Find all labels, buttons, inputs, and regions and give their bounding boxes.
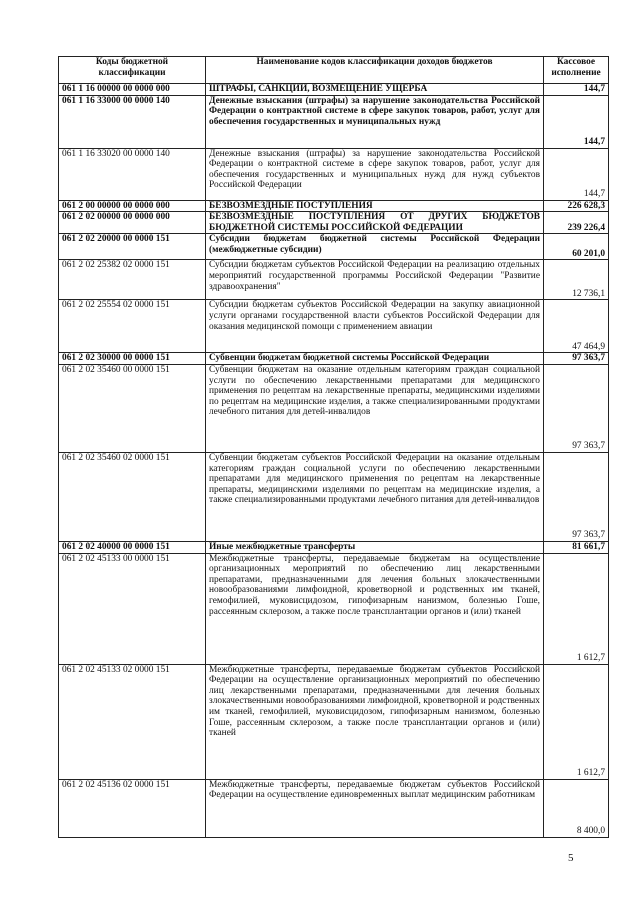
table-row (59, 300, 609, 353)
row-code: 061 2 02 00000 00 0000 000 (59, 212, 206, 234)
row-name: Субвенции бюджетам субъектов Российской Федерации на оказание отдельным категориям граждан социальной услуги по обеспечению лекарственными препаратами для медицинского применения по рецептам на лекарственные препараты, медицинскими изделиями по рецептам на медицинские изделия, а также специализированными продуктами лечебного питания для детей-инвалидов (206, 452, 544, 541)
table-row (59, 353, 609, 365)
table-row (59, 553, 609, 664)
row-value: 97 363,7 (544, 364, 609, 452)
header-codes: Коды бюджетной классификации (59, 57, 206, 84)
table-row (59, 234, 609, 260)
row-value: 226 628,3 (544, 200, 609, 212)
row-name: Иные межбюджетные трансферты (206, 541, 544, 553)
table-row (59, 212, 609, 234)
row-code: 061 1 16 33020 00 0000 140 (59, 148, 206, 200)
row-value: 239 226,4 (544, 212, 609, 234)
row-name: Денежные взыскания (штрафы) за нарушение законодательства Российской Федерации о контрактной системе в сфере закупок товаров, работ, услуг для обеспечения государственных и муниципальных нужд для нужд субъектов Российской Федерации (206, 148, 544, 200)
row-code: 061 1 16 00000 00 0000 000 (59, 84, 206, 96)
row-value: 144,7 (544, 84, 609, 96)
row-value: 144,7 (544, 148, 609, 200)
row-code: 061 2 02 25554 02 0000 151 (59, 300, 206, 353)
row-code: 061 2 00 00000 00 0000 000 (59, 200, 206, 212)
row-name: Межбюджетные трансферты, передаваемые бюджетам на осуществление организационных мероприятий по обеспечению лиц лекарственными препаратами, предназначенными для лечения больных злокачественными новообразованиями лимфоидной, кроветворной и родственных им тканей, гемофилией, муковисцидозом, гипофизарным нанизмом, болезнью Гоше, рассеянным склерозом, а также после трансплантации органов и (или) тканей (206, 553, 544, 664)
row-value: 60 201,0 (544, 234, 609, 260)
row-name: Межбюджетные трансферты, передаваемые бюджетам субъектов Российской Федерации на осуществление организационных мероприятий по обеспечению лиц лекарственными препаратами, предназначенными для лечения больных злокачественными новообразованиями лимфоидной, кроветворной и родственных им тканей, гемофилией, муковисцидозом, гипофизарным нанизмом, болезнью Гоше, рассеянным склерозом, а также после трансплантации органов и (или) тканей (206, 664, 544, 779)
table-row (59, 541, 609, 553)
table-row (59, 260, 609, 300)
table-row (59, 95, 609, 148)
row-value: 97 363,7 (544, 353, 609, 365)
table-row (59, 452, 609, 541)
row-name: Межбюджетные трансферты, передаваемые бюджетам субъектов Российской Федерации на осуществление единовременных выплат медицинским работникам (206, 779, 544, 837)
row-name: БЕЗВОЗМЕЗДНЫЕ ПОСТУПЛЕНИЯ ОТ ДРУГИХ БЮДЖЕТОВ БЮДЖЕТНОЙ СИСТЕМЫ РОССИЙСКОЙ ФЕДЕРАЦИИ (206, 212, 544, 234)
row-code: 061 2 02 40000 00 0000 151 (59, 541, 206, 553)
row-value: 144,7 (544, 95, 609, 148)
header-value: Кассовое исполнение (544, 57, 609, 84)
row-code: 061 1 16 33000 00 0000 140 (59, 95, 206, 148)
row-value: 12 736,1 (544, 260, 609, 300)
budget-revenue-table (58, 56, 609, 838)
row-code: 061 2 02 30000 00 0000 151 (59, 353, 206, 365)
row-value: 81 661,7 (544, 541, 609, 553)
row-code: 061 2 02 25382 02 0000 151 (59, 260, 206, 300)
row-code: 061 2 02 45133 00 0000 151 (59, 553, 206, 664)
row-value: 47 464,9 (544, 300, 609, 353)
row-name: Субсидии бюджетам субъектов Российской Федерации на закупку авиационной услуги органами государственной власти субъектов Российской Федерации для оказания медицинской помощи с применением авиации (206, 300, 544, 353)
page-number: 5 (568, 852, 574, 864)
row-name: Субсидии бюджетам субъектов Российской Федерации на реализацию отдельных мероприятий государственной программы Российской Федерации "Развитие здравоохранения" (206, 260, 544, 300)
table-row (59, 148, 609, 200)
row-value: 1 612,7 (544, 664, 609, 779)
row-code: 061 2 02 35460 02 0000 151 (59, 452, 206, 541)
row-name: БЕЗВОЗМЕЗДНЫЕ ПОСТУПЛЕНИЯ (206, 200, 544, 212)
row-value: 97 363,7 (544, 452, 609, 541)
row-value: 1 612,7 (544, 553, 609, 664)
row-code: 061 2 02 45136 02 0000 151 (59, 779, 206, 837)
row-name: Субвенции бюджетам на оказание отдельным категориям граждан социальной услуги по обеспечению лекарственными препаратами для медицинского применения по рецептам на лекарственные препараты, медицинскими изделиями по рецептам на медицинские изделия, а также специализированными продуктами лечебного питания для детей-инвалидов (206, 364, 544, 452)
row-name: Денежные взыскания (штрафы) за нарушение законодательства Российской Федерации о контрактной системе в сфере закупок товаров, работ, услуг для обеспечения государственных и муниципальных нужд (206, 95, 544, 148)
table-row (59, 664, 609, 779)
row-name: Субсидии бюджетам бюджетной системы Российской Федерации (межбюджетные субсидии) (206, 234, 544, 260)
row-value: 8 400,0 (544, 779, 609, 837)
row-name: Субвенции бюджетам бюджетной системы Российской Федерации (206, 353, 544, 365)
table-header-row (59, 57, 609, 84)
table-row (59, 84, 609, 96)
header-name: Наименование кодов классификации доходов бюджетов (206, 57, 544, 84)
table-row (59, 364, 609, 452)
table-row (59, 779, 609, 837)
row-code: 061 2 02 35460 00 0000 151 (59, 364, 206, 452)
row-code: 061 2 02 45133 02 0000 151 (59, 664, 206, 779)
row-code: 061 2 02 20000 00 0000 151 (59, 234, 206, 260)
table-body (59, 84, 609, 838)
table-row (59, 200, 609, 212)
row-name: ШТРАФЫ, САНКЦИИ, ВОЗМЕЩЕНИЕ УЩЕРБА (206, 84, 544, 96)
